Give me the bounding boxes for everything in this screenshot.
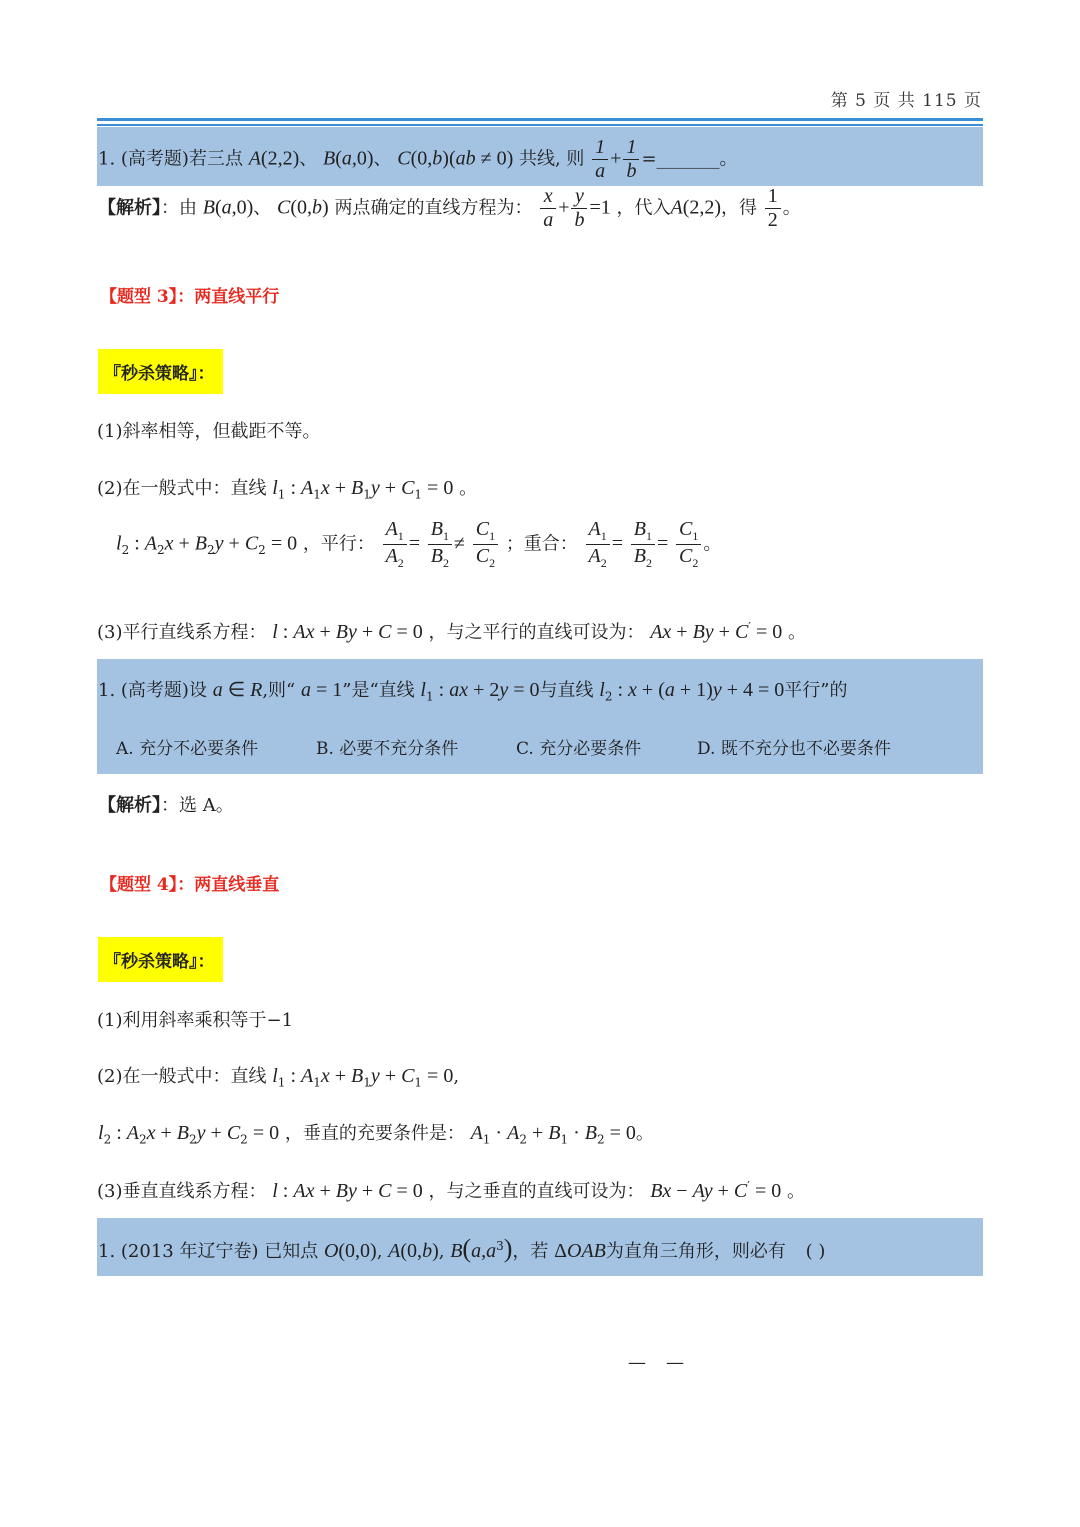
type4-point-3: (3)垂直直线系方程： l : Ax + By + C = 0 ，与之垂直的直线可设为： Bx − Ay + C′ = 0 。 (97, 1179, 805, 1202)
question-2: 1. (高考题)设 a ∈ R,则“ a = 1”是“直线 $l_1$ : ax + 2y = 0与直线 $l_2$ : x + (a + 1)y + 4 = 0平行”的 (98, 679, 848, 704)
section-heading-type4: 【题型 4】：两直线垂直 (100, 875, 280, 895)
answer-2: 【解析】：选 A。 (98, 795, 234, 816)
strategy-label-type3: 『秒杀策略』： (98, 349, 223, 394)
section-heading-type3: 【题型 3】：两直线平行 (100, 287, 280, 307)
type3-point-1: (1)斜率相等，但截距不等。 (97, 421, 321, 442)
header-rule-top (97, 118, 983, 121)
choice-d[interactable]: D. 既不充分也不必要条件 (697, 739, 891, 759)
footer-dashes: —— (628, 1352, 704, 1373)
question-1-prefix: 1. (高考题)若三点 (98, 148, 243, 170)
type4-point-2-condition: $l_2$ : $A_2x + B_2y + C_2 = 0$ ，垂直的充要条件是： $A_1 \cdot A_2 + B_1 \cdot B_2 = 0$。 (98, 1122, 654, 1147)
header-rule-bottom (97, 124, 983, 126)
answer-label: 【解析】 (98, 197, 161, 219)
question-3: 1. (2013 年辽宁卷) 已知点 O(0,0), A(0,b), $B(a,a^3)$，若 ΔOAB为直角三角形，则必有 ( ) (98, 1234, 826, 1263)
answer-1: 【解析】：由 B(a,0)、 C(0,b) 两点确定的直线方程为： $\frac{x}{a}$ + $\frac{y}{b}$ =1 ，代入A(2,2)，得 $\frac{1}{2}$ 。 (98, 185, 801, 231)
strategy-label-type4: 『秒杀策略』： (98, 937, 223, 982)
choice-a[interactable]: A. 充分不必要条件 (116, 739, 259, 759)
type4-point-2: (2)在一般式中：直线 $l_1$ : $A_1x + B_1y + C_1 = 0$, (97, 1065, 460, 1090)
type3-point-2-conditions: $l_2$ : $A_2x + B_2y + C_2 = 0$ ，平行： $\frac{A_1}{A_2}$ = $\frac{B_1}{B_2}$ ≠ $\frac{C_1}{C_2}$ ；重合： $\frac{A_1}{A_2}$ = $\frac{B_1}{B_2}$ = $\frac{C_1}{C_2}$ 。 (116, 518, 722, 570)
page-indicator: 第 5 页 共 115 页 (830, 91, 982, 111)
choice-c[interactable]: C. 充分必要条件 (516, 739, 642, 759)
choice-b[interactable]: B. 必要不充分条件 (316, 739, 459, 759)
type4-point-1: (1)利用斜率乘积等于−1 (97, 1010, 294, 1031)
question-1: 1. (高考题)若三点 A(2,2)、 B(a,0)、 C(0,b)(ab ≠ 0) 共线, 则 $\frac{1}{a}$ + $\frac{1}{b}$ =_______。 (98, 136, 738, 182)
type3-point-2: (2)在一般式中：直线 $l_1$ : $A_1x + B_1y + C_1 = 0$ 。 (97, 477, 478, 502)
type3-point-3: (3)平行直线系方程： l : Ax + By + C = 0 ，与之平行的直线可设为： Ax + By + C′ = 0 。 (97, 620, 807, 643)
